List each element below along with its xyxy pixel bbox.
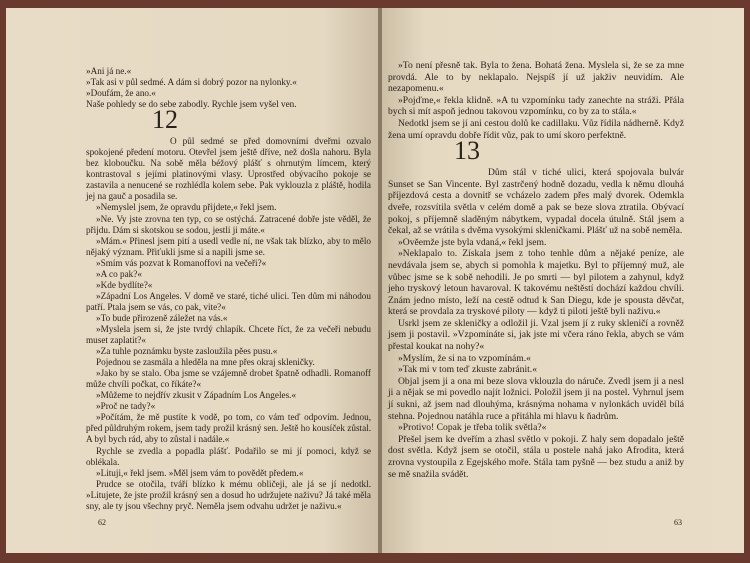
paragraph: Přešel jsem ke dveřím a zhasl světlo v pokoji. Z haly sem dopadalo ještě dost světla. Když jsem se otočil, stála u postele nahá jako Afrodita, která zrovna vystoupila z Egejského moře. Stála tam pyšně — bez studu a aniž by se mě snažila svádět.: [388, 433, 684, 480]
left-page-text: [86, 66, 371, 512]
left-page: [6, 8, 378, 553]
paragraph: »Pojďme,« řekla klidně. »A tu vzpomínku tady zanechte na stráži. Přála bych si mít aspoň jednou takovou vzpomínku, co by za to stála.«: [388, 94, 684, 118]
paragraph: »To bude přirozeně záležet na vás.«: [96, 312, 228, 323]
paragraph: »Neklapalo to. Získala jsem z toho tenhle dům a nějaké peníze, ale nevdávala jsem se, abych si pomohla k majetku. Byl to příjemný muž, ale vůbec jsme se k sobě nehodili. Je po smrti — byl pilotem a zahynul, když jeho tryskový letoun havaroval. K takovému neštěstí dochází každou chvíli. Znám jedno místo, leží na cestě odtud k San Diegu, kde je spousta děvčat, která se provdala za tryskové piloty — když ti piloti ještě byli naživu.«: [388, 248, 684, 318]
paragraph: »To není přesně tak. Byla to žena. Bohatá žena. Myslela si, že se za mne provdá. Ale to by neklapalo. Nejspíš jí už jakživ neuvidím. Ale nezapomenu.«: [388, 60, 684, 95]
paragraph: »Lituji,« řekl jsem. »Měl jsem vám to povědět předem.«: [96, 467, 304, 478]
paragraph: »A co pak?«: [96, 268, 142, 279]
paragraph: »Za tuhle poznámku byste zasloužila pěes pusu.«: [96, 346, 278, 357]
paragraph: »Můžeme to nejdřív zkusit v Západním Los Angeles.«: [96, 390, 297, 401]
paragraph: Usrkl jsem ze skleničky a odložil ji. Vzal jsem jí z ruky skleničí a rovněž jsem ji postavil. »Vzpomínáte si, jak jste mi včera ráno řekla, abych se vám přestal koukat na nohy?«: [388, 317, 684, 353]
paragraph: »Nemyslel jsem, že opravdu přijdete,« řekl jsem.: [96, 202, 277, 213]
paragraph: »Západní Los Angeles. V domě ve staré, tiché ulici. Ten dům mi náhodou patří. Ptala jsem se vás, co pak, vite?«: [86, 290, 371, 312]
paragraph: Pojednou se zasmála a hleděla na mne přes okraj skleničky.: [96, 357, 315, 368]
paragraph: Prudce se otočila, tváří blízko k mému obličeji, ale já se jí nedotkl. »Litujete, že jste prožil krásný sen a dosud ho udržujete naživu? Já také měla sny, ale ty jsou všechny pryč. Neměla jsem odvahu udržet je naživu.«: [86, 478, 371, 511]
paragraph: »Proč ne tady?«: [96, 401, 156, 412]
paragraph: »Protivo! Copak je třeba tolik světla?«: [398, 422, 547, 434]
paragraph: »Myslím, že si na to vzpomínám.«: [398, 352, 531, 364]
chapter-heading: [388, 136, 684, 167]
paragraph: O půl sedmé se před domovními dveřmi ozvalo spokojené předení motoru. Otevřel jsem ještě dříve, než došla nahoru. Byla bez kloboučku. Na sobě měla béžový plášť s ohrnutým límcem, který kontrastoval s jejími platinovými vlasy. Uprostřed obývacího pokoje se zastavila a nenucené se rozhlédla kolem sebe. Pak vyklouzla z pláště, hodila jej na gauč a posadila se.: [86, 136, 371, 202]
chapter-number: 13: [454, 136, 480, 166]
paragraph: »Doufám, že ano.«: [86, 88, 156, 99]
paragraph: »Tak mi v tom teď zkuste zabránit.«: [398, 364, 538, 376]
paragraph: »Mám.« Přinesl jsem pití a usedl vedle ní, ne však tak blízko, aby to mělo nějaký význam. Přiťukli jsme si a napili jsme se.: [86, 235, 371, 257]
paragraph: »Jako by se stalo. Oba jsme se vzájemně drobet špatně odhadli. Romanoff může chvíli počkat, co říkáte?«: [86, 368, 371, 390]
paragraph: Dům stál v tiché ulici, která spojovala bulvár Sunset se San Vincente. Byl zastrčený hodně dozadu, vedla k němu dlouhá příjezdová cesta a dovnitř se vcházelo zadem přes malý dvorek. Odemkla dveře, rozsvítila světla v celém domě a pak se beze slova ztratila. Obývací pokoj, s příjemně sladěným nábytkem, vypadal docela útulně. Stál jsem a čekal, až se vrátila s dvěma vysokými skleničkami. Plášť už na sobě neměla.: [388, 167, 684, 237]
paragraph: »Ne. Vy jste zrovna ten typ, co se ostýchá. Zatracené dobře jste věděl, že přijdu. Dám si skotskou se sodou, jestli ji máte.«: [86, 213, 371, 235]
paragraph: »Počítám, že mě pustíte k vodě, po tom, co vám teď odpovím. Jednou, před půldruhým rokem, jsem tady prožil krásný sen. Ještě ho kousíček zůstal. A byl bych rád, aby to zůstal i nadále.«: [86, 412, 371, 445]
paragraph: Nedotkl jsem se jí ani cestou dolů ke cadillaku. Vůz řídila nádherně. Když žena umí opravdu dobře řídit vůz, pak to umí skoro perfektně.: [388, 117, 684, 141]
book-spread: [6, 8, 744, 553]
chapter-heading: [86, 105, 371, 136]
paragraph: »Smím vás pozvat k Romanoffovi na večeři?«: [96, 257, 267, 268]
paragraph: Objal jsem ji a ona mi beze slova vklouzla do náruče. Zvedl jsem ji a nesl ji a nějak se mi povedlo najít ložnici. Položil jsem ji na postel. Vyhrnul jsem jí sukni, až jsem nad dlouhýma, krásnýma nohama v nylonkách uviděl bílá stehna. Pojednou natáhla ruce a přitáhla mi hlavu k ňadrům.: [388, 375, 684, 422]
paragraph: »Ani já ne.«: [86, 66, 132, 76]
paragraph: »Tak asi v půl sedmé. A dám si dobrý pozor na nylonky.«: [86, 77, 297, 88]
paragraph: Rychle se zvedla a popadla plášť. Podařilo se mi jí pomoci, když se oblékala.: [86, 445, 371, 467]
paragraph: »Myslela jsem si, že jste tvrdý chlapík. Chcete říct, že za večeři nebudu muset zaplatit?«: [86, 323, 371, 346]
paragraph: »Ověemže jste byla vdaná,« řekl jsem.: [398, 236, 547, 248]
page-number: 63: [674, 518, 682, 527]
paragraph: Naše pohledy se do sebe zabodly. Rychle jsem vyšel ven.: [86, 99, 297, 110]
page-number: 62: [98, 518, 106, 527]
paragraph: »Kde bydlíte?«: [96, 279, 153, 290]
chapter-number: 12: [152, 105, 178, 135]
right-page: [382, 8, 744, 553]
right-page-text: [388, 60, 684, 480]
